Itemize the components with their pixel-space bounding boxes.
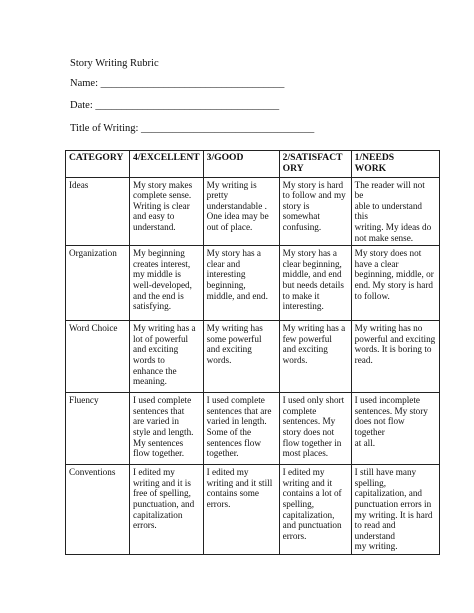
header-category: CATEGORY bbox=[66, 151, 130, 178]
table-row bbox=[66, 465, 440, 555]
table-row bbox=[66, 177, 440, 246]
table-cell: I still have many spelling, capitalization, and punctuation errors in my writing. It is hard to read and understand my writing. bbox=[351, 465, 439, 555]
table-cell: My writing has a few powerful and exciting words. bbox=[279, 321, 351, 393]
table-cell: The reader will not be able to understand this writing. My ideas do not make sense. bbox=[351, 177, 439, 246]
table-cell: I edited my writing and it still contains some errors. bbox=[203, 465, 279, 555]
title-of-writing-line: Title of Writing: _________________________________ bbox=[70, 123, 315, 134]
table-cell: I used complete sentences that are varied in style and length. My sentences flow together. bbox=[130, 393, 204, 465]
table-cell: My story makes complete sense. Writing is clear and easy to understand. bbox=[130, 177, 204, 246]
table-cell: My story has a clear beginning, middle, and end but needs details to make it interesting. bbox=[279, 246, 351, 321]
table-cell: My beginning creates interest, my middle is well-developed, and the end is satisfying. bbox=[130, 246, 204, 321]
table-row bbox=[66, 321, 440, 393]
header-satisfactory: 2/SATISFACT ORY bbox=[279, 151, 351, 178]
table-cell: My writing is pretty understandable . One idea may be out of place. bbox=[203, 177, 279, 246]
table-cell: I edited my writing and it contains a lot of spelling, capitalization, and punctuation errors. bbox=[279, 465, 351, 555]
table-cell: My writing has a lot of powerful and exciting words to enhance the meaning. bbox=[130, 321, 204, 393]
table-cell: My story has a clear and interesting beginning, middle, and end. bbox=[203, 246, 279, 321]
table-row bbox=[66, 393, 440, 465]
category-cell: Word Choice bbox=[66, 321, 130, 393]
header-needs-work: 1/NEEDS WORK bbox=[351, 151, 439, 178]
rubric-table bbox=[65, 150, 440, 555]
category-cell: Ideas bbox=[66, 177, 130, 246]
table-cell: My writing has some powerful and exciting words. bbox=[203, 321, 279, 393]
table-cell: I edited my writing and it is free of spelling, punctuation, and capitalization errors. bbox=[130, 465, 204, 555]
header-excellent: 4/EXCELLENT bbox=[130, 151, 204, 178]
table-cell: I used incomplete sentences. My story does not flow together at all. bbox=[351, 393, 439, 465]
table-cell: My story does not have a clear beginning, middle, or end. My story is hard to follow. bbox=[351, 246, 439, 321]
category-cell: Conventions bbox=[66, 465, 130, 555]
table-cell: I used only short complete sentences. My story does not flow together in most places. bbox=[279, 393, 351, 465]
table-cell: My story is hard to follow and my story is somewhat confusing. bbox=[279, 177, 351, 246]
document-title: Story Writing Rubric bbox=[70, 58, 159, 69]
date-field-line: Date: ___________________________________ bbox=[70, 100, 280, 111]
category-cell: Organization bbox=[66, 246, 130, 321]
category-cell: Fluency bbox=[66, 393, 130, 465]
header-row bbox=[66, 151, 440, 178]
name-field-line: Name: ___________________________________ bbox=[70, 78, 285, 89]
table-cell: My writing has no powerful and exciting words. It is boring to read. bbox=[351, 321, 439, 393]
table-cell: I used complete sentences that are varied in length. Some of the sentences flow together. bbox=[203, 393, 279, 465]
table-row bbox=[66, 246, 440, 321]
header-good: 3/GOOD bbox=[203, 151, 279, 178]
